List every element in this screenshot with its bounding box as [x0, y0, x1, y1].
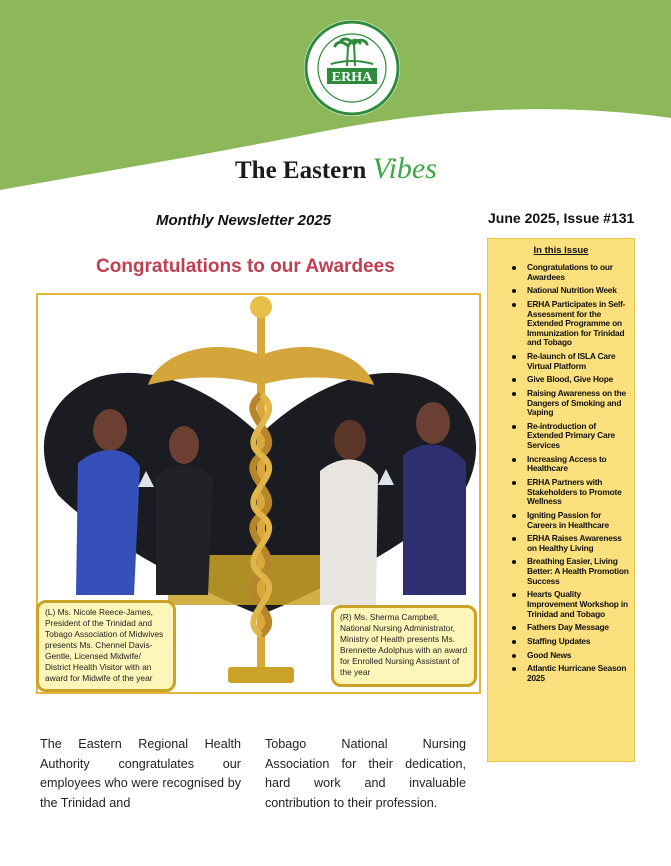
toc-item: National Nutrition Week [488, 286, 630, 296]
caption-left: (L) Ms. Nicole Reece-James, President of the Trinidad and Tobago Association of Midwives presents Ms. Chennel Davis-Gentle, Licensed Midwife/ District Health Visitor with an award for Midwife of the year [36, 600, 176, 692]
article-body-right: Tobago National Nursing Association for their dedication, hard work and invaluable contribution to their profession. [265, 737, 466, 810]
issue-number: June 2025, Issue #131 [488, 210, 635, 226]
caption-right: (R) Ms. Sherma Campbell, National Nursing Administrator, Ministry of Health presents Ms. Brennette Adolphus with an award for Enrolled Nursing Assistant of the year [331, 605, 477, 687]
toc-item: Fathers Day Message [488, 623, 630, 633]
toc-item: ERHA Participates in Self-Assessment for the Extended Programme on Immunization for Trinidad and Tobago [488, 300, 630, 348]
toc-item: Congratulations to our Awardees [488, 263, 630, 282]
sidebar-title: In this Issue [533, 245, 589, 256]
toc-item: Increasing Access to Healthcare [488, 455, 630, 474]
newsletter-masthead [235, 152, 437, 186]
toc-item: Re-introduction of Extended Primary Care Services [488, 422, 630, 451]
toc-item: Re-launch of ISLA Care Virtual Platform [488, 352, 630, 371]
toc-item: Good News [488, 651, 630, 661]
in-this-issue-sidebar [487, 238, 635, 762]
logo-mark: ERHA [331, 70, 373, 85]
toc-list [488, 263, 634, 683]
masthead-prefix: The Eastern [235, 157, 373, 184]
toc-item: ERHA Partners with Stakeholders to Promote Wellness [488, 478, 630, 507]
toc-item: Raising Awareness on the Dangers of Smoking and Vaping [488, 389, 630, 418]
toc-item: Staffing Updates [488, 637, 630, 647]
newsletter-subtitle: Monthly Newsletter 2025 [156, 212, 332, 229]
toc-item: Give Blood, Give Hope [488, 375, 630, 385]
article-body-left: The Eastern Regional Health Authority congratulates our employees who were recognised by the Trinidad and [40, 737, 241, 810]
toc-item: Hearts Quality Improvement Workshop in Trinidad and Tobago [488, 590, 630, 619]
article-headline: Congratulations to our Awardees [96, 256, 395, 277]
toc-item: Atlantic Hurricane Season 2025 [488, 664, 630, 683]
masthead-accent: Vibes [372, 152, 437, 185]
toc-item: Igniting Passion for Careers in Healthcare [488, 511, 630, 530]
toc-item: ERHA Raises Awareness on Healthy Living [488, 534, 630, 553]
toc-item: Breathing Easier, Living Better: A Health Promotion Success [488, 557, 630, 586]
erha-logo [297, 16, 407, 116]
